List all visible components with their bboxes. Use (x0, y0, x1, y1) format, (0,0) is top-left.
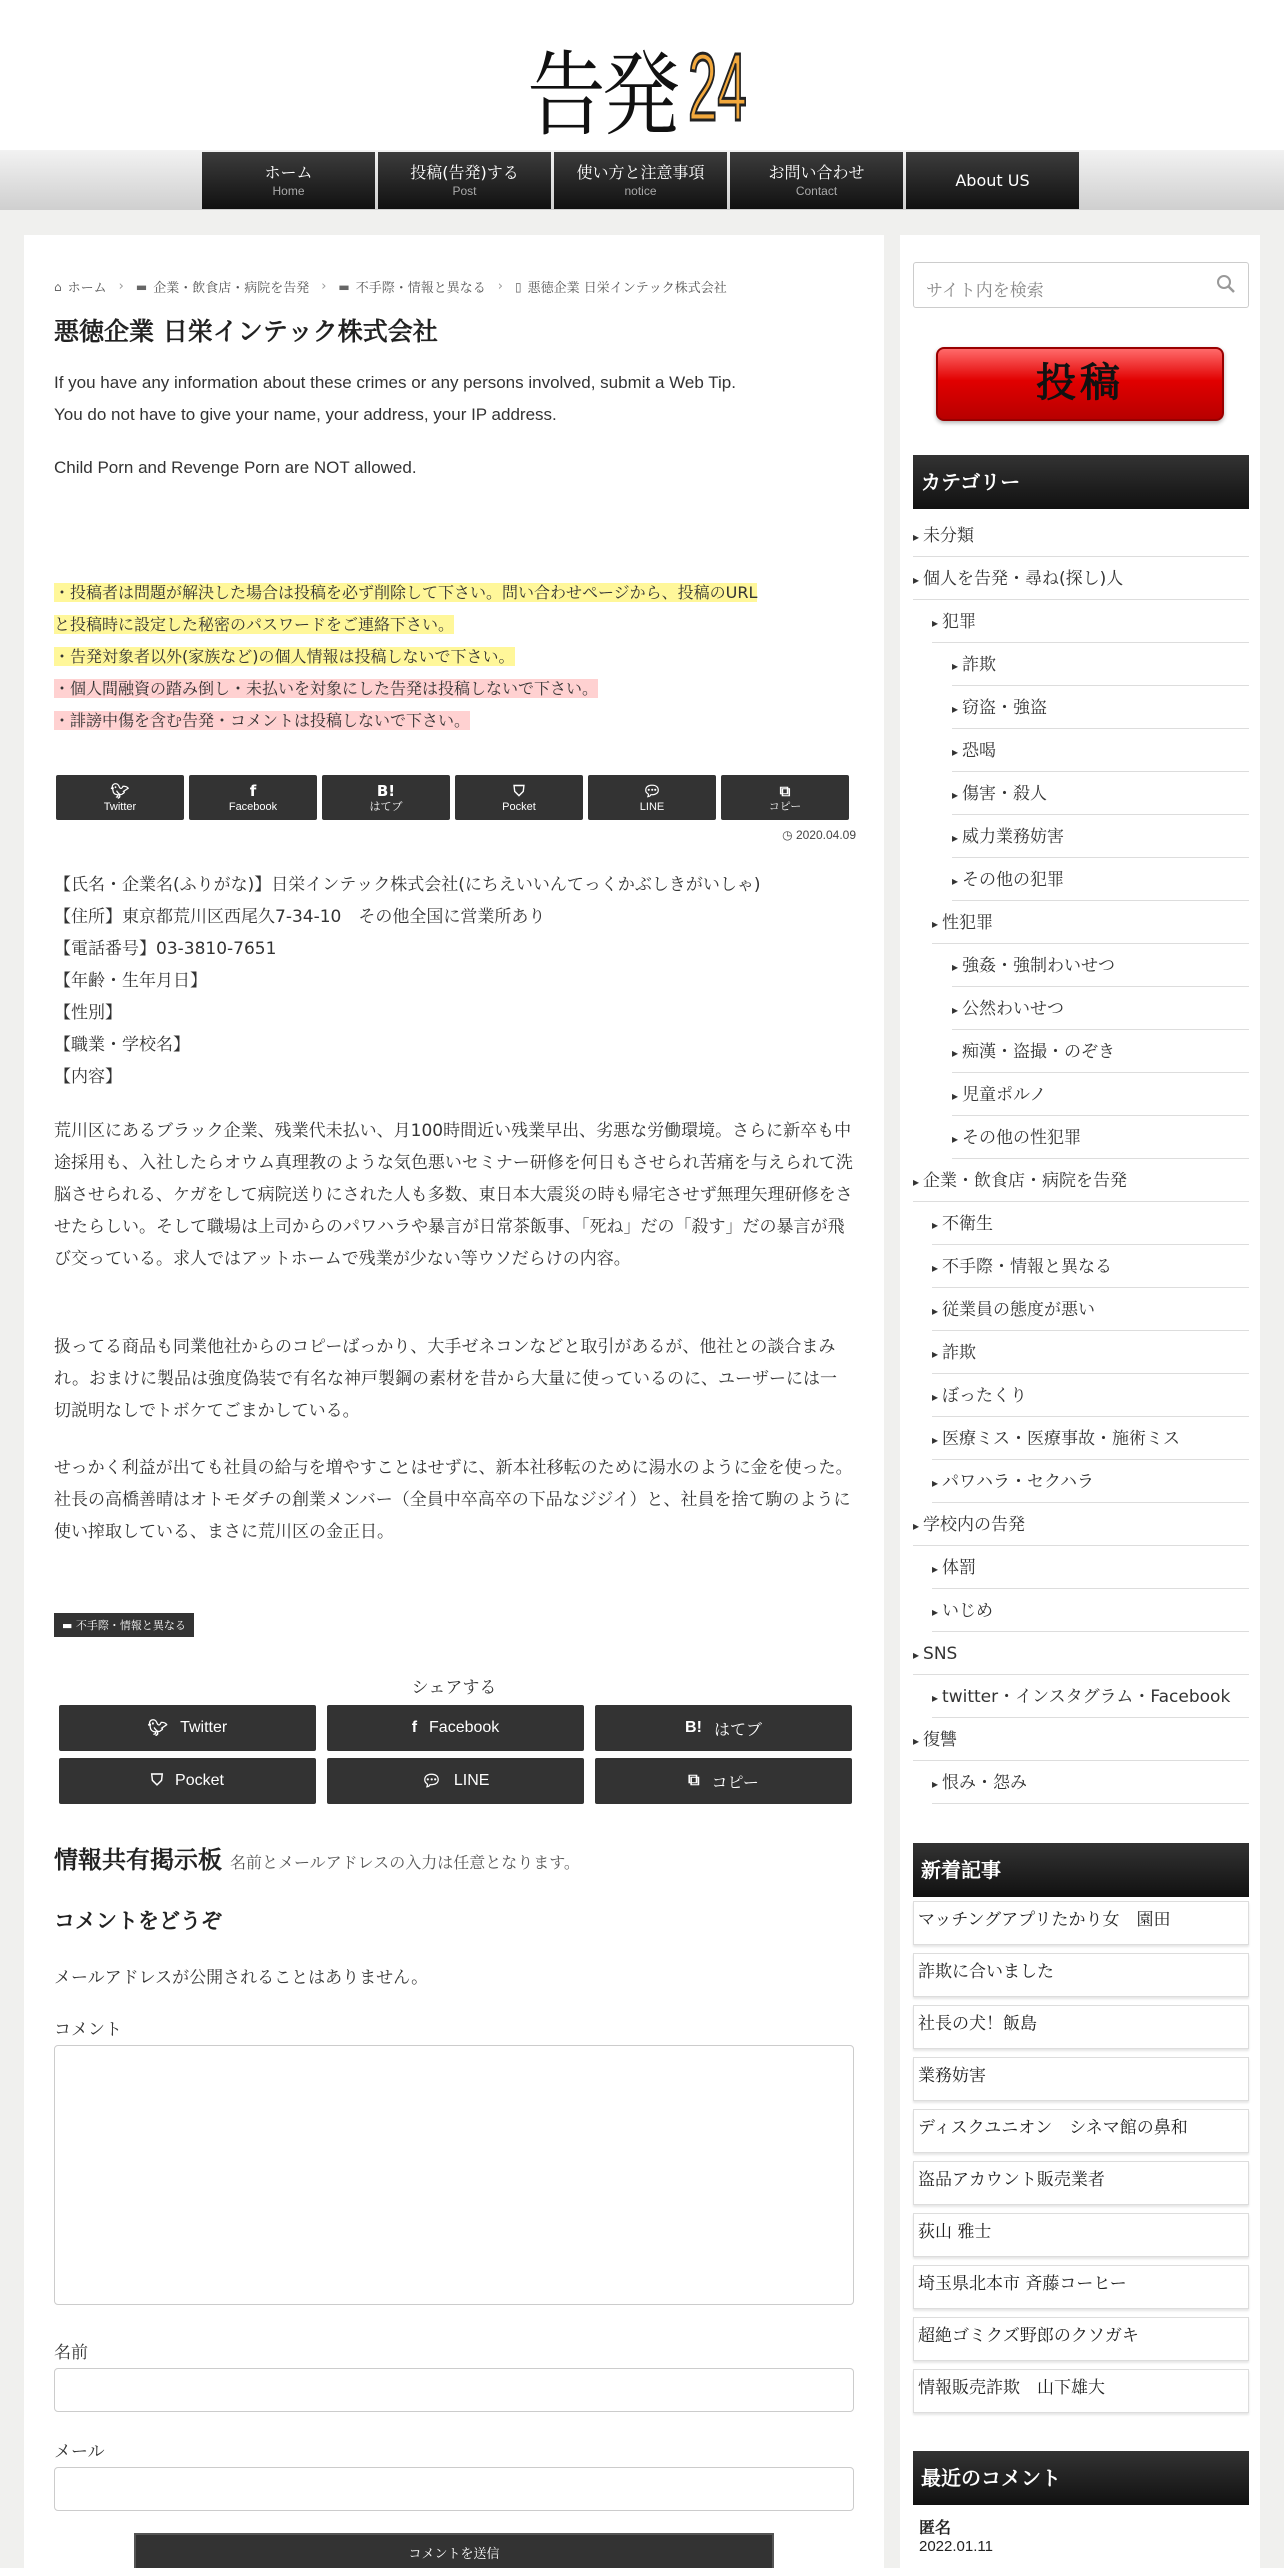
copy-icon: ⧉ (779, 781, 791, 800)
category-item[interactable] (952, 1074, 1249, 1116)
category-item[interactable] (932, 1762, 1249, 1804)
nav-label: 使い方と注意事項 (576, 162, 705, 182)
chevron-right-icon: ▸ (952, 702, 959, 716)
category-label: その他の犯罪 (962, 870, 1065, 890)
board-note: 名前とメールアドレスの入力は任意となります。 (230, 1853, 580, 1872)
share-twitter-button[interactable] (56, 775, 184, 820)
recent-comment-date: 2022.01.11 (919, 2538, 993, 2555)
nav-sublabel: Home (272, 183, 305, 198)
category-label: 医療ミス・医療事故・施術ミス (942, 1429, 1181, 1449)
nav-sublabel: Post (452, 183, 477, 198)
chevron-right-icon: ▸ (913, 1734, 920, 1748)
info-line: 【住所】東京都荒川区西尾久7-34-10 その他全国に営業所あり (54, 907, 546, 927)
category-label: ぼったくり (942, 1386, 1028, 1406)
category-item[interactable] (952, 644, 1249, 686)
info-line: 【内容】 (54, 1067, 122, 1087)
post-date-text: 2020.04.09 (795, 828, 856, 842)
category-label: 復讐 (923, 1730, 958, 1750)
category-item[interactable] (952, 816, 1249, 858)
board-title-text: 情報共有掲示板 (54, 1846, 222, 1874)
category-item[interactable] (913, 1633, 1249, 1675)
logo-number: 24 (687, 34, 747, 141)
share-label: はてブ (369, 800, 403, 813)
page-title: 悪徳企業 日栄インテック株式会社 (54, 317, 438, 346)
category-label: いじめ (942, 1601, 994, 1621)
search-input[interactable] (913, 262, 1249, 308)
comment-textarea[interactable] (54, 2045, 854, 2305)
category-label: 詐欺 (942, 1343, 977, 1363)
folder-icon: ▬ (135, 279, 148, 294)
folder-icon: ▬ (62, 1619, 76, 1632)
chevron-right-icon: ▸ (932, 1304, 939, 1318)
category-item[interactable] (932, 1246, 1249, 1288)
share-buttons-bottom-row1 (59, 1705, 852, 1751)
facebook-icon: f (249, 781, 257, 800)
chevron-right-icon: ▸ (952, 745, 959, 759)
site-logo[interactable] (0, 22, 1284, 149)
nav-notice[interactable] (554, 152, 727, 209)
mail-label: メール (54, 2442, 105, 2462)
news-item[interactable]: 詐欺に合いました (913, 1953, 1249, 1997)
chevron-right-icon: › (497, 279, 503, 294)
categories-widget-title: カテゴリー (913, 455, 1249, 509)
breadcrumb-category[interactable]: 企業・飲食店・病院を告発 (153, 281, 310, 296)
category-item[interactable] (913, 558, 1249, 600)
hatena-icon: B! (376, 781, 396, 800)
category-tag-label: 不手際・情報と異なる (75, 1619, 186, 1632)
news-item[interactable]: 社長の犬！飯島 (913, 2005, 1249, 2049)
category-item[interactable] (952, 730, 1249, 772)
nav-label: 投稿(告発)する (410, 162, 519, 182)
nav-sublabel: Contact (795, 183, 838, 198)
notice-text: ・個人間融資の踏み倒し・未払いを対象にした告発は投稿しないで下さい。 (54, 679, 599, 698)
category-item[interactable] (913, 1719, 1249, 1761)
news-item[interactable]: 超絶ゴミクズ野郎のクソガキ (913, 2317, 1249, 2361)
share-label: Twitter (180, 1719, 228, 1736)
chevron-right-icon: ▸ (932, 1562, 939, 1576)
category-item[interactable] (952, 859, 1249, 901)
share-heading: シェアする (411, 1678, 497, 1698)
category-label: 犯罪 (942, 612, 977, 632)
name-label: 名前 (54, 2343, 88, 2363)
category-item[interactable] (952, 1117, 1249, 1159)
nav-label: About US (955, 170, 1030, 190)
category-label: 強姦・強制わいせつ (962, 956, 1116, 976)
category-label: 従業員の態度が悪い (942, 1300, 1096, 1320)
category-label: 公然わいせつ (962, 999, 1065, 1019)
news-item[interactable]: 盗品アカウント販売業者 (913, 2161, 1249, 2205)
share-line-button[interactable] (588, 775, 716, 820)
copy-icon: ⧉ (688, 1772, 700, 1789)
clock-icon: ◷ (782, 828, 796, 842)
share-hatena-button[interactable] (322, 775, 450, 820)
line-icon: 💬︎ (421, 1773, 442, 1790)
category-item[interactable] (952, 945, 1249, 987)
category-item[interactable] (932, 1590, 1249, 1632)
category-item[interactable] (932, 1332, 1249, 1374)
category-item[interactable] (932, 1203, 1249, 1245)
category-label: 体罰 (942, 1558, 977, 1578)
hatena-icon: B! (685, 1719, 702, 1736)
category-tag[interactable] (54, 1613, 194, 1637)
breadcrumb-current: 悪徳企業 日栄インテック株式会社 (527, 281, 727, 296)
share-pocket-button[interactable] (59, 1758, 316, 1804)
share-label: Pocket (175, 1772, 224, 1789)
share-facebook-button[interactable] (189, 775, 317, 820)
home-icon: ⌂ (54, 279, 62, 294)
chevron-right-icon: ▸ (913, 1648, 920, 1662)
category-item[interactable] (932, 1418, 1249, 1460)
post-banner-button[interactable]: 投稿 (936, 347, 1224, 421)
news-item[interactable]: 業務妨害 (913, 2057, 1249, 2101)
chevron-right-icon: ▸ (952, 1003, 959, 1017)
line-icon: 💬︎ (642, 781, 662, 800)
chevron-right-icon: ▸ (913, 530, 920, 544)
news-item[interactable]: 情報販売詐欺 山下雄大 (913, 2369, 1249, 2413)
share-twitter-button[interactable] (59, 1705, 316, 1751)
chevron-right-icon: ▸ (952, 1132, 959, 1146)
category-item[interactable] (913, 1504, 1249, 1546)
category-label: twitter・インスタグラム・Facebook (942, 1687, 1231, 1707)
search-placeholder: サイト内を検索 (926, 281, 1044, 301)
chevron-right-icon: ▸ (952, 788, 959, 802)
comment-label: コメント (54, 2020, 122, 2040)
category-label: 窃盗・強盗 (962, 698, 1048, 718)
facebook-icon: f (411, 1719, 418, 1736)
chevron-right-icon: ▸ (952, 1089, 959, 1103)
notice-text: と投稿時に設定した秘密のパスワードをご連絡下さい。 (54, 615, 455, 634)
chevron-right-icon: ▸ (932, 1691, 939, 1705)
submit-comment-button[interactable]: コメントを送信 (134, 2533, 774, 2568)
category-label: パワハラ・セクハラ (942, 1472, 1095, 1492)
chevron-right-icon: ▸ (932, 917, 939, 931)
chevron-right-icon: ▸ (932, 1261, 939, 1275)
news-item[interactable]: マッチングアプリたかり女 園田 (913, 1901, 1249, 1945)
share-copy-button[interactable] (721, 775, 849, 820)
share-buttons-top (56, 775, 849, 820)
category-item[interactable] (913, 515, 1249, 557)
category-item[interactable] (932, 601, 1249, 643)
category-label: 恐喝 (962, 741, 997, 761)
nav-home[interactable] (202, 152, 375, 209)
category-label: その他の性犯罪 (962, 1128, 1082, 1148)
recent-comments-widget-title: 最近のコメント (913, 2451, 1249, 2505)
category-item[interactable] (932, 1461, 1249, 1503)
info-line: 【氏名・企業名(ふりがな)】日栄インテック株式会社(にちえいいんてっくかぶしきがいしゃ) (54, 875, 761, 895)
chevron-right-icon: ▸ (952, 1046, 959, 1060)
post-paragraph: 扱ってる商品も同業他社からのコピーばっかり、大手ゼネコンなどと取引があるが、他社との談合まみれ。おまけに製品は強度偽装で有名な神戸製鋼の素材を昔から大量に使っているのに、ユーザーには一切説明なしでトボケてごまかしている。 (54, 1337, 838, 1421)
main-navigation (0, 150, 1284, 210)
category-label: 傷害・殺人 (962, 784, 1048, 804)
category-label: 詐欺 (962, 655, 997, 675)
share-label: コピー (711, 1774, 759, 1792)
chevron-right-icon: ▸ (952, 874, 959, 888)
chevron-right-icon: › (321, 279, 327, 294)
category-item[interactable] (932, 1289, 1249, 1331)
chevron-right-icon: ▸ (932, 1347, 939, 1361)
breadcrumb-subcategory[interactable]: 不手際・情報と異なる (355, 281, 486, 296)
chevron-right-icon: ▸ (932, 1390, 939, 1404)
share-label: Facebook (429, 1719, 500, 1736)
share-line-button[interactable] (327, 1758, 584, 1804)
post-paragraph: 荒川区にあるブラック企業、残業代未払い、月100時間近い残業早出、劣悪な労働環境。さらに新卒も中途採用も、入社したらオウム真理教のような気色悪いセミナー研修を何日もさせられ苦痛を与えられて洗脳させられる、ケガをして病院送りにされた人も多数、東日本大震災の時も帰宅させず無理矢理研修をさせたらしい。そして職場は上司からのパワハラや暴言が日常茶飯事、「死ね」だの「殺す」だの暴言が飛び交っている。求人ではアットホームで残業が少ない等ウソだらけの内容。 (54, 1121, 853, 1269)
notice-text: ・誹謗中傷を含む告発・コメントは投稿しないで下さい。 (54, 711, 471, 730)
category-label: SNS (923, 1644, 958, 1664)
chevron-right-icon: ▸ (913, 573, 920, 587)
intro-text: If you have any information about these crimes or any persons involved, submit a Web Tip. (54, 373, 736, 392)
chevron-right-icon: ▸ (952, 659, 959, 673)
share-copy-button[interactable] (595, 1758, 852, 1804)
category-label: 痴漢・盗撮・のぞき (962, 1042, 1116, 1062)
category-label: 未分類 (923, 526, 975, 546)
nav-label: お問い合わせ (768, 162, 865, 182)
notice-text: ・告発対象者以外(家族など)の個人情報は投稿しないで下さい。 (54, 647, 515, 666)
share-label: Twitter (103, 800, 137, 813)
nav-about[interactable] (906, 152, 1079, 209)
category-label: 学校内の告発 (923, 1515, 1026, 1535)
comment-heading: コメントをどうぞ (54, 1909, 222, 1933)
file-icon: ▯ (514, 279, 522, 294)
chevron-right-icon: ▸ (932, 1433, 939, 1447)
info-line: 【職業・学校名】 (54, 1035, 190, 1055)
post-paragraph: せっかく利益が出ても社員の給与を増やすことはせずに、新本社移転のために湯水のように金を使った。社長の高橋善晴はオトモダチの創業メンバー（全員中卒高卒の下品なジジイ）と、社員を捨て駒のように使い搾取している、まさに荒川区の金正日。 (54, 1458, 853, 1542)
share-label: LINE (453, 1772, 490, 1789)
news-widget-title: 新着記事 (913, 1843, 1249, 1897)
twitter-icon: 🐦︎ (110, 781, 130, 800)
recent-comment-author: 匿名 (919, 2518, 952, 2537)
category-label: 威力業務妨害 (962, 827, 1065, 847)
email-note: メールアドレスが公開されることはありません。 (54, 1968, 429, 1988)
nav-contact[interactable] (730, 152, 903, 209)
pocket-icon: ⛉ (151, 1772, 164, 1789)
category-label: 不衛生 (942, 1214, 994, 1234)
share-label: Pocket (502, 800, 536, 813)
breadcrumb-home[interactable]: ホーム (67, 281, 107, 296)
share-facebook-button[interactable] (327, 1705, 584, 1751)
news-item[interactable]: 埼玉県北本市 斉藤コーヒー (913, 2265, 1249, 2309)
chevron-right-icon: › (118, 279, 124, 294)
chevron-right-icon: ▸ (952, 960, 959, 974)
category-item[interactable] (932, 1676, 1249, 1718)
category-item[interactable] (932, 1547, 1249, 1589)
nav-sublabel: notice (624, 183, 657, 198)
main-content (24, 235, 884, 2568)
chevron-right-icon: ▸ (932, 1218, 939, 1232)
chevron-right-icon: ▸ (952, 831, 959, 845)
category-label: 個人を告発・尋ね(探し)人 (923, 569, 1124, 589)
category-label: 恨み・怨み (942, 1773, 1028, 1793)
category-item[interactable] (913, 1160, 1249, 1202)
share-hatena-button[interactable] (595, 1705, 852, 1751)
chevron-right-icon: ▸ (913, 1175, 920, 1189)
logo-kanji: 告発 (526, 42, 677, 149)
intro-text: You do not have to give your name, your address, your IP address. (54, 405, 557, 424)
breadcrumb (54, 277, 727, 296)
twitter-icon: 🐦︎ (147, 1720, 169, 1737)
category-item[interactable] (932, 1375, 1249, 1417)
email-input[interactable] (54, 2467, 854, 2511)
category-label: 性犯罪 (942, 913, 994, 933)
news-item[interactable]: ディスクユニオン シネマ館の鼻和 (913, 2109, 1249, 2153)
share-pocket-button[interactable] (455, 775, 583, 820)
category-item[interactable] (932, 902, 1249, 944)
category-label: 不手際・情報と異なる (942, 1257, 1113, 1277)
site-header (0, 0, 1284, 150)
news-item[interactable]: 荻山 雅士 (913, 2213, 1249, 2257)
category-item[interactable] (952, 773, 1249, 815)
info-line: 【性別】 (54, 1003, 122, 1023)
category-item[interactable] (952, 988, 1249, 1030)
share-label: はてブ (713, 1721, 762, 1739)
folder-icon: ▬ (338, 279, 350, 294)
share-buttons-bottom-row2 (59, 1758, 852, 1804)
info-line: 【電話番号】03-3810-7651 (54, 939, 277, 959)
share-label: Facebook (228, 800, 278, 813)
name-input[interactable] (54, 2368, 854, 2412)
chevron-right-icon: ▸ (932, 616, 939, 630)
info-line: 【年齢・生年月日】 (54, 971, 207, 991)
share-label: コピー (768, 800, 802, 813)
share-label: LINE (639, 800, 665, 813)
board-title (54, 1840, 580, 1875)
notice-text: ・投稿者は問題が解決した場合は投稿を必ず削除して下さい。問い合わせページから、投稿のURL (54, 583, 758, 602)
category-item[interactable] (952, 1031, 1249, 1073)
chevron-right-icon: ▸ (913, 1519, 920, 1533)
search-icon[interactable] (1216, 274, 1236, 294)
post-date (782, 828, 856, 842)
category-item[interactable] (952, 687, 1249, 729)
chevron-right-icon: ▸ (932, 1605, 939, 1619)
sidebar (900, 235, 1260, 2568)
category-label: 児童ポルノ (962, 1085, 1047, 1105)
chevron-right-icon: ▸ (932, 1476, 939, 1490)
chevron-right-icon: ▸ (932, 1777, 939, 1791)
nav-label: ホーム (264, 162, 313, 182)
pocket-icon: ⛉ (513, 781, 525, 800)
category-label: 企業・飲食店・病院を告発 (923, 1171, 1128, 1191)
nav-post[interactable] (378, 152, 551, 209)
intro-text: Child Porn and Revenge Porn are NOT allowed. (54, 458, 417, 477)
